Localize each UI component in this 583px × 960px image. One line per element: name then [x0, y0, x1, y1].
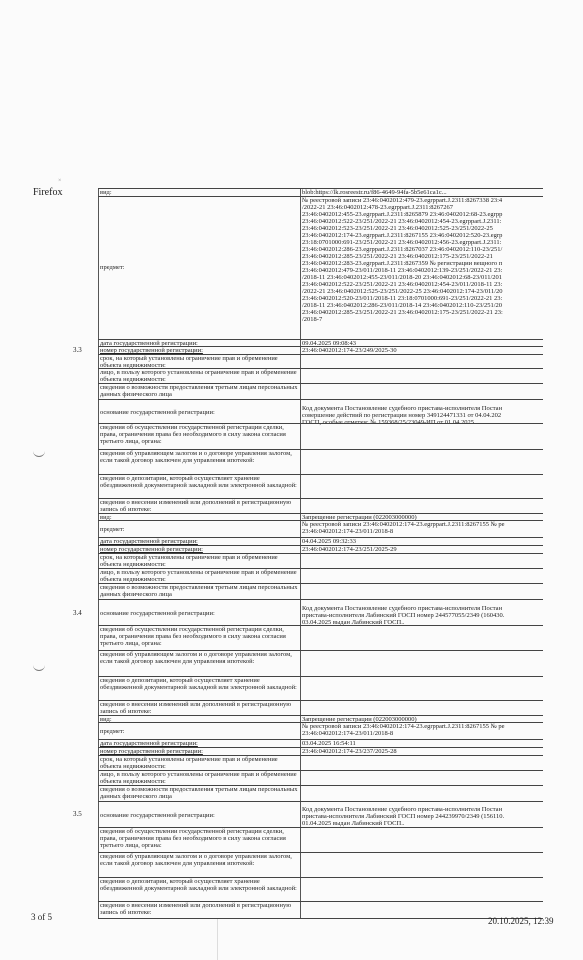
table-row [98, 852, 543, 878]
table-row [98, 877, 543, 902]
row-label: дата государственной регистрации: [100, 340, 198, 347]
row-label: сведения о внесении изменений или дополнений в регистрационную запись об ипотеке: [100, 499, 292, 513]
row-label: вид: [100, 716, 112, 723]
table-row [98, 650, 543, 677]
row-label: предмет: [100, 264, 125, 271]
row-label: сведения об осуществлении государственной регистрации сделки, права, ограничения права без необходимого в силу закона согласия третьего лица, органа: [100, 626, 286, 647]
row-label: лицо, в пользу которого установлены ограничение прав и обременение объекта недвижимости: [100, 771, 297, 785]
row-value: № реестровой записи 23:46:0402012:479-23.egrppart.J.2311:8267338 23:4 /2022-21 23:46:0402012:478-23.egrppart.J.2311:8267267 23:46:0402012:455-23.egrppart.J.2311:8265879 23:46:0402012:68-23.egrpp 23:46:0402012:522-23/251/2022-21 23:46:0402012:454-23.egrppart.J.2311: 23:46:0402012:523-23/251/2022-21 23:46:0402012:525-23/251/2022-25 23:46:0402012:174-23.egrppart.J.2311:8267155 23:46:0402012:520-23.egrp 23:18:0701000:691-23/251/2022-21 23:46:0402012:456-23.egrppart.J.2311: 23:46:0402012:286-23.egrppart.J.2311:8267037 23:46:0402012:110-23/251/ 23:46:0402012:285-23/251/2022-21 23:46:0402012:175-23/251/2022-21 23:46:0402012:283-23.egrppart.J.2311:8267359 № регистрации вещного п 23:46:0402012:479-23/011/2018-11 23:46:0402012:139-23/251/2022-21 23: /2018-11 23:46:0402012:455-23/011/2018-20 23:46:0402012:68-23/011/201 23:46:0402012:522-23/251/2022-21 23:46:0402012:454-23/011/2018-11 23: /2022-21 23:46:0402012:525-23/251/2022-25 23:46:0402012:174-23/011/20 23:46:0402012:520-23/011/2018-11 23:18:0701000:691-23/251/2022-21 23: /2018-11 23:46:0402012:286-23/011/2018-14 23:46:0402012:110-23/251/20 23:46:0402012:285-23/251/2022-21 23:46:0402012:175-23/251/2022-21 23: /2018-7 [302, 197, 503, 323]
table-row [98, 755, 543, 771]
row-value: 23:46:0402012:174-23/249/2025-30 [302, 347, 397, 354]
section-number: 3.3 [73, 346, 82, 354]
scan-line [217, 918, 218, 960]
table-row [98, 827, 543, 853]
row-label: сведения об управляющем залогом и о договоре управления залогом, если такой договор заключен для управления ипотекой: [100, 853, 292, 867]
row-value: Код документа Постановление судебного пристава-исполнителя Постан совершение действий по регистрации номер 349124471331 от 04.04.202 ГОСП, особые отметки: № 159368/25/23049-ИП от 01.04.2025. [302, 405, 503, 426]
row-label: номер государственной регистрации: [100, 347, 203, 354]
row-label: сведения о возможности предоставления третьим лицам персональных данных физического лица [100, 584, 298, 598]
table-row [98, 520, 543, 538]
row-label: дата государственной регистрации: [100, 740, 198, 747]
table-row [98, 599, 543, 626]
row-label: сведения о внесении изменений или дополнений в регистрационную запись об ипотеке: [100, 902, 292, 916]
row-label: срок, на который установлены ограничение прав и обременение объекта недвижимости: [100, 554, 278, 568]
row-label: сведения о возможности предоставления третьим лицам персональных данных физического лица [100, 384, 298, 398]
row-label: сведения о внесении изменений или дополнений в регистрационную запись об ипотеке: [100, 701, 292, 715]
row-label: сведения о депозитарии, который осуществляет хранение обездвиженной документарной закладной или электронной закладной: [100, 878, 297, 892]
table-row [98, 368, 543, 384]
row-label: лицо, в пользу которого установлены ограничение прав и обременение объекта недвижимости: [100, 369, 297, 383]
row-label: вид: [100, 189, 112, 196]
row-label: основание государственной регистрации: [100, 812, 215, 819]
row-label: лицо, в пользу которого установлены ограничение прав и обременение объекта недвижимости: [100, 569, 297, 583]
row-label: сведения о депозитарии, который осуществляет хранение обездвиженной документарной закладной или электронной закладной: [100, 677, 297, 691]
row-value: 03.04.2025 16:54:11 [302, 740, 356, 747]
scan-mark: × [58, 178, 62, 184]
row-value: Запрещение регистрации (022003000000) [302, 514, 417, 521]
table-row [98, 423, 543, 450]
row-label: основание государственной регистрации: [100, 610, 215, 617]
row-label: сведения о возможности предоставления третьим лицам персональных данных физического лица [100, 786, 298, 800]
row-label: сведения об управляющем залогом и о договоре управления залогом, если такой договор заключен для управления ипотекой: [100, 651, 292, 665]
row-label: сведения об осуществлении государственной регистрации сделки, права, ограничения права без необходимого в силу закона согласия третьего лица, органа: [100, 828, 286, 849]
row-value: 04.04.2025 09:32:33 [302, 538, 356, 545]
table-row [98, 449, 543, 475]
table-row [98, 583, 543, 600]
print-datetime: 20.10.2025, 12:39 [488, 916, 554, 926]
row-value: № реестровой записи 23:46:0402012:174-23.egrppart.J.2311:8267155 № ре 23:46:0402012:174-23/011/2018-8 [302, 521, 505, 535]
row-label: предмет: [100, 526, 125, 533]
punch-hole-mark [33, 662, 45, 671]
table-row [98, 625, 543, 651]
row-value: 23:46:0402012:174-23/237/2025-28 [302, 748, 397, 755]
table-row [98, 383, 543, 400]
table-row [98, 354, 543, 369]
table-row [98, 676, 543, 701]
row-label: вид: [100, 514, 112, 521]
table-row [98, 553, 543, 569]
section-number: 3.4 [73, 609, 82, 617]
punch-hole-mark [33, 448, 45, 457]
table-row [98, 700, 543, 716]
row-value: Код документа Постановление судебного пристава-исполнителя Постан пристава-исполнителя Лабинский ГОСП номер 244239970/2349 (156110. 01.04.2025 выдан Лабинский ГОСП.. [302, 806, 505, 827]
row-label: срок, на который установлены ограничение прав и обременение объекта недвижимости: [100, 756, 278, 770]
row-label: сведения об осуществлении государственной регистрации сделки, права, ограничения права без необходимого в силу закона согласия третьего лица, органа: [100, 424, 286, 445]
row-label: номер государственной регистрации: [100, 748, 203, 755]
table-row [98, 785, 543, 802]
table-row [98, 722, 543, 740]
browser-name: Firefox [33, 187, 63, 198]
table-row [98, 801, 543, 828]
row-value: 23:46:0402012:174-23/251/2025-29 [302, 546, 397, 553]
section-number: 3.5 [73, 810, 82, 818]
row-label: сведения об управляющем залогом и о договоре управления залогом, если такой договор заключен для управления ипотекой: [100, 450, 292, 464]
table-row [98, 770, 543, 786]
row-label: дата государственной регистрации: [100, 538, 198, 545]
row-label: основание государственной регистрации: [100, 409, 215, 416]
row-value: Код документа Постановление судебного пристава-исполнителя Постан пристава-исполнителя Лабинский ГОСП номер 244577055/2349 (160430. 03.04.2025 выдан Лабинский ГОСП.. [302, 605, 505, 626]
row-value: № реестровой записи 23:46:0402012:174-23.egrppart.J.2311:8267155 № ре 23:46:0402012:174-23/011/2018-8 [302, 723, 505, 737]
row-value: Запрещение регистрации (022003000000) [302, 716, 417, 723]
table-row [98, 399, 543, 424]
row-label: предмет: [100, 728, 125, 735]
table-row [98, 196, 543, 339]
table-row [98, 568, 543, 584]
row-label: сведения о депозитарии, который осуществляет хранение обездвиженной документарной закладной или электронной закладной: [100, 475, 297, 489]
table-row [98, 498, 543, 513]
table-row [98, 474, 543, 499]
row-label: номер государственной регистрации: [100, 546, 203, 553]
table-row [98, 901, 543, 919]
page-number: 3 of 5 [31, 912, 52, 922]
row-label: срок, на который установлены ограничение прав и обременение объекта недвижимости: [100, 355, 278, 369]
row-value: 09.04.2025 09:08:43 [302, 340, 356, 347]
header-blob-url: blob:https://lk.rosreestr.ru/f86-4649-94fa-5b5e61ca1c... [302, 189, 447, 196]
